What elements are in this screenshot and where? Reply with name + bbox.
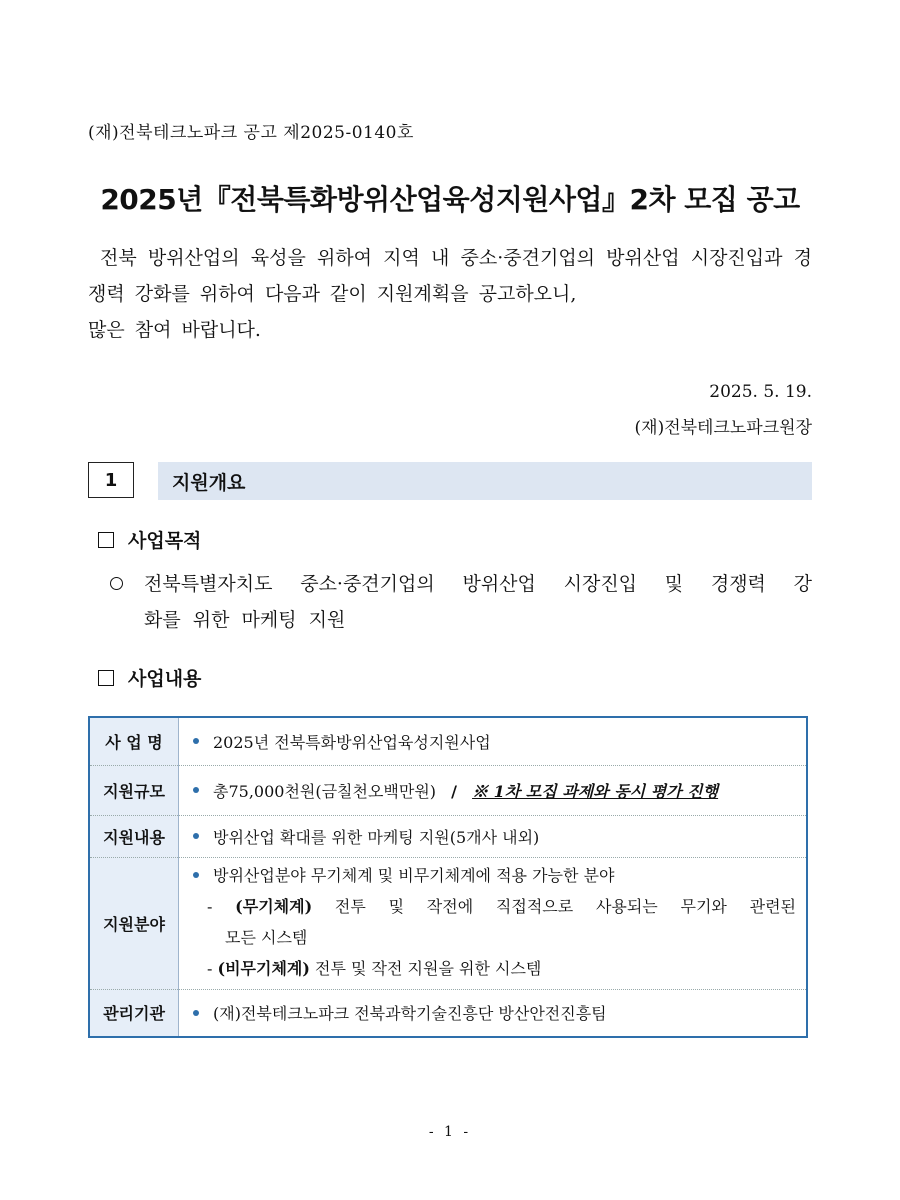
section-title: 지원개요 (172, 471, 246, 494)
dot-bullet-icon (193, 872, 199, 878)
dot-bullet-icon (193, 833, 199, 839)
intro-paragraph-end: 많은 참여 바랍니다. (88, 319, 261, 341)
table-row (89, 857, 807, 989)
page-number: - 1 - (428, 1124, 472, 1140)
non-weapon-system-line (193, 953, 796, 985)
section-number: 1 (88, 462, 134, 498)
dot-bullet-icon (193, 787, 199, 793)
table-row (89, 717, 807, 765)
intro-paragraph: 전북 방위산업의 육성을 위하여 지역 내 중소·중견기업의 방위산업 시장진입과 경쟁력 강화를 위하여 다음과 같이 지원계획을 공고하오니, (88, 247, 812, 305)
purpose-heading-label: 사업목적 (128, 530, 202, 552)
table-row (89, 765, 807, 815)
row-value (179, 857, 808, 989)
non-weapon-system-key: (비무기체계) (217, 959, 310, 978)
weapon-system-text: 전투 및 작전에 직접적으로 사용되는 무기와 관련된 (334, 897, 797, 916)
purpose-heading (98, 526, 201, 553)
row-label: 지원내용 (89, 815, 179, 857)
separator: / (451, 781, 457, 801)
content-heading (98, 664, 201, 691)
business-info-table (88, 716, 808, 1038)
checkbox-icon (98, 670, 114, 686)
table-row (89, 989, 807, 1037)
weapon-system-key: (무기체계) (235, 897, 313, 916)
issuer-signature: (재)전북테크노파크원장 (634, 418, 812, 438)
purpose-text-line1: 전북특별자치도 중소·중견기업의 방위산업 시장진입 및 경쟁력 강 (144, 573, 812, 595)
purpose-bullet (108, 566, 812, 638)
row-label: 지원규모 (89, 765, 179, 815)
page-title: 2025년『전북특화방위산업육성지원사업』2차 모집 공고 (100, 183, 800, 216)
row-label: 관리기관 (89, 989, 179, 1037)
support-content: 방위산업 확대를 위한 마케팅 지원(5개사 내외) (213, 827, 540, 847)
support-scale: 총75,000천원(금칠천오백만원) (213, 781, 437, 801)
weapon-system-line (193, 891, 796, 923)
dash-bullet: - (207, 959, 213, 978)
row-label: 사 업 명 (89, 717, 179, 765)
row-value (179, 989, 808, 1037)
row-value (179, 765, 808, 815)
business-name: 2025년 전북특화방위산업육성지원사업 (213, 732, 491, 752)
dash-bullet: - (207, 897, 213, 916)
row-value (179, 815, 808, 857)
managing-agency: (재)전북테크노파크 전북과학기술진흥단 방산안전진흥팀 (213, 1004, 607, 1024)
evaluation-note: ※ 1차 모집 과제와 동시 평가 진행 (472, 781, 719, 801)
announcement-date: 2025. 5. 19. (709, 382, 812, 402)
row-label: 지원분야 (89, 857, 179, 989)
purpose-text-line2: 화를 위한 마케팅 지원 (144, 609, 346, 631)
dot-bullet-icon (193, 1010, 199, 1016)
weapon-system-continued: 모든 시스템 (225, 928, 308, 947)
non-weapon-system-text: 전투 및 작전 지원을 위한 시스템 (315, 959, 542, 978)
checkbox-icon (98, 532, 114, 548)
notice-number: (재)전북테크노파크 공고 제2025-0140호 (88, 123, 414, 143)
dot-bullet-icon (193, 738, 199, 744)
circle-bullet-icon (110, 577, 123, 590)
support-field: 방위산업분야 무기체계 및 비무기체계에 적용 가능한 분야 (213, 866, 615, 885)
row-value (179, 717, 808, 765)
section-title-bar (158, 462, 812, 500)
content-heading-label: 사업내용 (128, 668, 202, 690)
table-row (89, 815, 807, 857)
